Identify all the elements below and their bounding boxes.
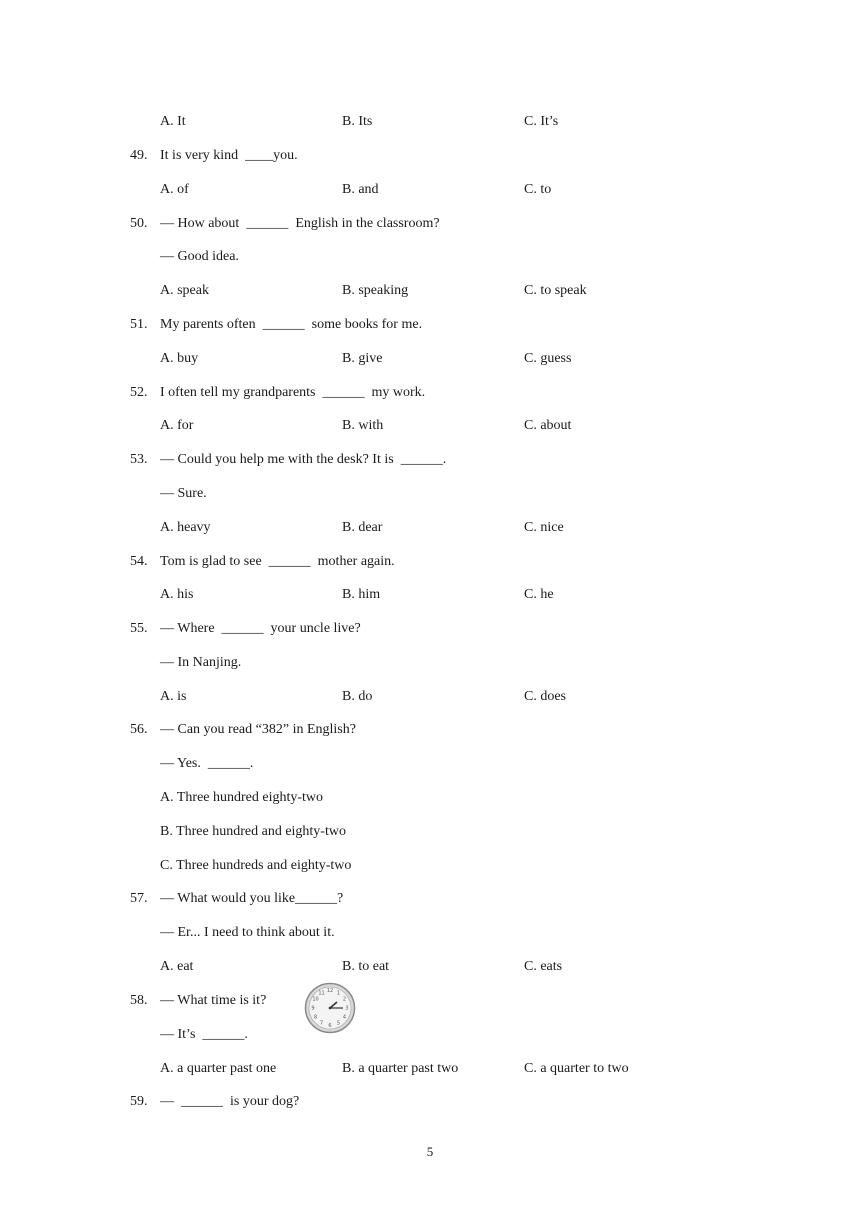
q49-stem: It is very kind ____you. [160, 148, 298, 163]
svg-text:2: 2 [342, 996, 347, 1003]
q58-stem: — What time is it? [160, 993, 267, 1008]
q55-stem: — Where ______ your uncle live? [160, 621, 361, 636]
q51-option-a: A. buy [160, 351, 199, 366]
q50-option-b: B. speaking [342, 283, 409, 298]
q57-stem: — What would you like______? [160, 891, 344, 906]
q52-option-b: B. with [342, 418, 384, 433]
q54-stem: Tom is glad to see ______ mother again. [160, 554, 395, 569]
svg-text:9: 9 [311, 1005, 315, 1012]
svg-text:8: 8 [313, 1014, 318, 1021]
q51-stem: My parents often ______ some books for me. [160, 317, 423, 332]
q51-option-b: B. give [342, 351, 383, 366]
q58-option-c: C. a quarter to two [524, 1061, 629, 1076]
q52-option-a: A. for [160, 418, 194, 433]
q48-option-b: B. Its [342, 114, 373, 129]
q54-option-b: B. him [342, 587, 381, 602]
q52-stem: I often tell my grandparents ______ my work. [160, 385, 426, 400]
q49-number: 49. [130, 148, 148, 163]
q50-stem: — How about ______ English in the classroom? [160, 216, 440, 231]
q57-option-a: A. eat [160, 959, 194, 974]
svg-text:5: 5 [336, 1020, 341, 1027]
q48-option-c: C. It’s [524, 114, 559, 129]
q57-reply: — Er... I need to think about it. [160, 925, 335, 940]
q59-stem: — ______ is your dog? [160, 1094, 300, 1109]
q58-option-a: A. a quarter past one [160, 1061, 277, 1076]
q49-option-c: C. to [524, 182, 552, 197]
q55-number: 55. [130, 621, 148, 636]
q54-option-a: A. his [160, 587, 194, 602]
q53-option-b: B. dear [342, 520, 383, 535]
q49-option-b: B. and [342, 182, 379, 197]
svg-text:1: 1 [336, 990, 341, 997]
q53-stem: — Could you help me with the desk? It is ______. [160, 452, 447, 467]
q53-option-a: A. heavy [160, 520, 211, 535]
q51-number: 51. [130, 317, 148, 332]
q53-reply: — Sure. [160, 486, 207, 501]
q57-number: 57. [130, 891, 148, 906]
q55-reply: — In Nanjing. [160, 655, 242, 670]
q55-option-c: C. does [524, 689, 566, 704]
q58-option-b: B. a quarter past two [342, 1061, 459, 1076]
q50-reply: — Good idea. [160, 249, 239, 264]
q55-option-a: A. is [160, 689, 187, 704]
q54-option-c: C. he [524, 587, 554, 602]
q54-number: 54. [130, 554, 148, 569]
page-number: 5 [426, 1144, 434, 1159]
q50-option-a: A. speak [160, 283, 209, 298]
q56-number: 56. [130, 722, 148, 737]
svg-text:6: 6 [328, 1023, 332, 1029]
q52-option-c: C. about [524, 418, 572, 433]
svg-text:11: 11 [318, 990, 325, 997]
q50-number: 50. [130, 216, 148, 231]
q50-option-c: C. to speak [524, 283, 587, 298]
q56-option-b: B. Three hundred and eighty-two [160, 824, 346, 839]
svg-text:4: 4 [342, 1014, 347, 1021]
q56-option-c: C. Three hundreds and eighty-two [160, 858, 352, 873]
q52-number: 52. [130, 385, 148, 400]
q53-option-c: C. nice [524, 520, 564, 535]
q56-option-a: A. Three hundred eighty-two [160, 790, 324, 805]
q59-number: 59. [130, 1094, 148, 1109]
q48-option-a: A. It [160, 114, 186, 129]
q56-reply: — Yes. ______. [160, 756, 254, 771]
q58-number: 58. [130, 993, 148, 1008]
svg-text:7: 7 [319, 1020, 324, 1027]
svg-text:10: 10 [312, 996, 319, 1003]
q51-option-c: C. guess [524, 351, 572, 366]
svg-text:12: 12 [326, 988, 334, 994]
q56-stem: — Can you read “382” in English? [160, 722, 356, 737]
q53-number: 53. [130, 452, 148, 467]
svg-text:3: 3 [345, 1005, 349, 1012]
wall-clock-icon [304, 982, 356, 1034]
q57-option-b: B. to eat [342, 959, 390, 974]
q58-reply: — It’s ______. [160, 1027, 248, 1042]
q49-option-a: A. of [160, 182, 189, 197]
q55-option-b: B. do [342, 689, 373, 704]
q57-option-c: C. eats [524, 959, 563, 974]
